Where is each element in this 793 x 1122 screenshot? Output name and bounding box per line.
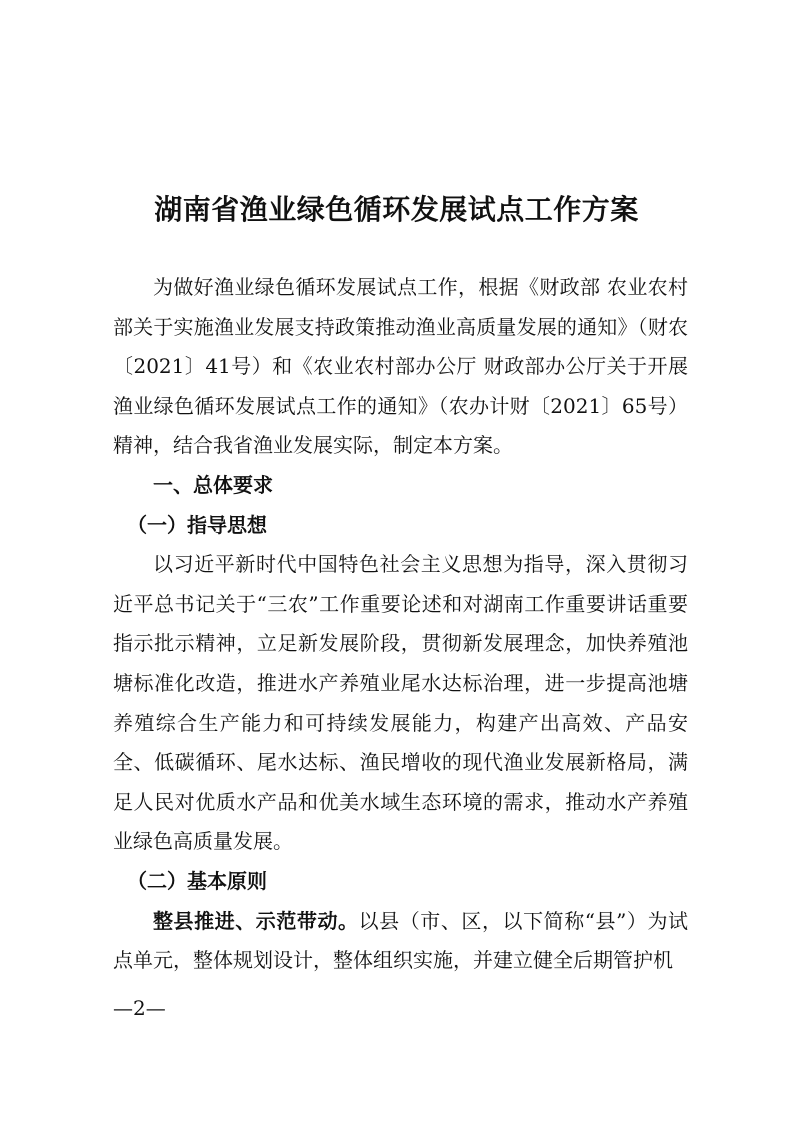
page-number: —2— (113, 996, 166, 1020)
subsection-heading-guiding-ideology: （一）指导思想 (127, 512, 267, 537)
subsection-heading-basic-principles: （二）基本原则 (127, 868, 267, 893)
document-body (113, 268, 688, 981)
document-title: 湖南省渔业绿色循环发展试点工作方案 (154, 193, 639, 226)
section-heading-general-requirements: 一、总体要求 (153, 472, 273, 497)
guiding-ideology-paragraph: 以习近平新时代中国特色社会主义思想为指导，深入贯彻习近平总书记关于“三农”工作重要论述和对湖南工作重要讲话重要指示批示精神，立足新发展阶段，贯彻新发展理念，加快养殖池塘标准化改造，推进水产养殖业尾水达标治理，进一步提高池塘养殖综合生产能力和可持续发展能力，构建产出高效、产品安全、低碳循环、尾水达标、渔民增收的现代渔业发展新格局，满足人民对优质水产品和优美水域生态环境的需求，推动水产养殖业绿色高质量发展。 (113, 552, 688, 854)
intro-paragraph: 为做好渔业绿色循环发展试点工作，根据《财政部 农业农村部关于实施渔业发展支持政策推动渔业高质量发展的通知》（财农〔2021〕41号）和《农业农村部办公厅 财政部办公厅关于开展渔业绿色循环发展试点工作的通知》（农办计财〔2021〕65号）精神，结合我省渔业发展实际，制定本方案。 (113, 275, 688, 458)
principle-paragraph (113, 902, 688, 981)
principle-text: 以县（市、区，以下简称“县”）为试点单元，整体规划设计，整体组织实施，并建立健全后期管护机 (113, 908, 689, 973)
principle-lead: 整县推进、示范带动。 (153, 908, 359, 933)
